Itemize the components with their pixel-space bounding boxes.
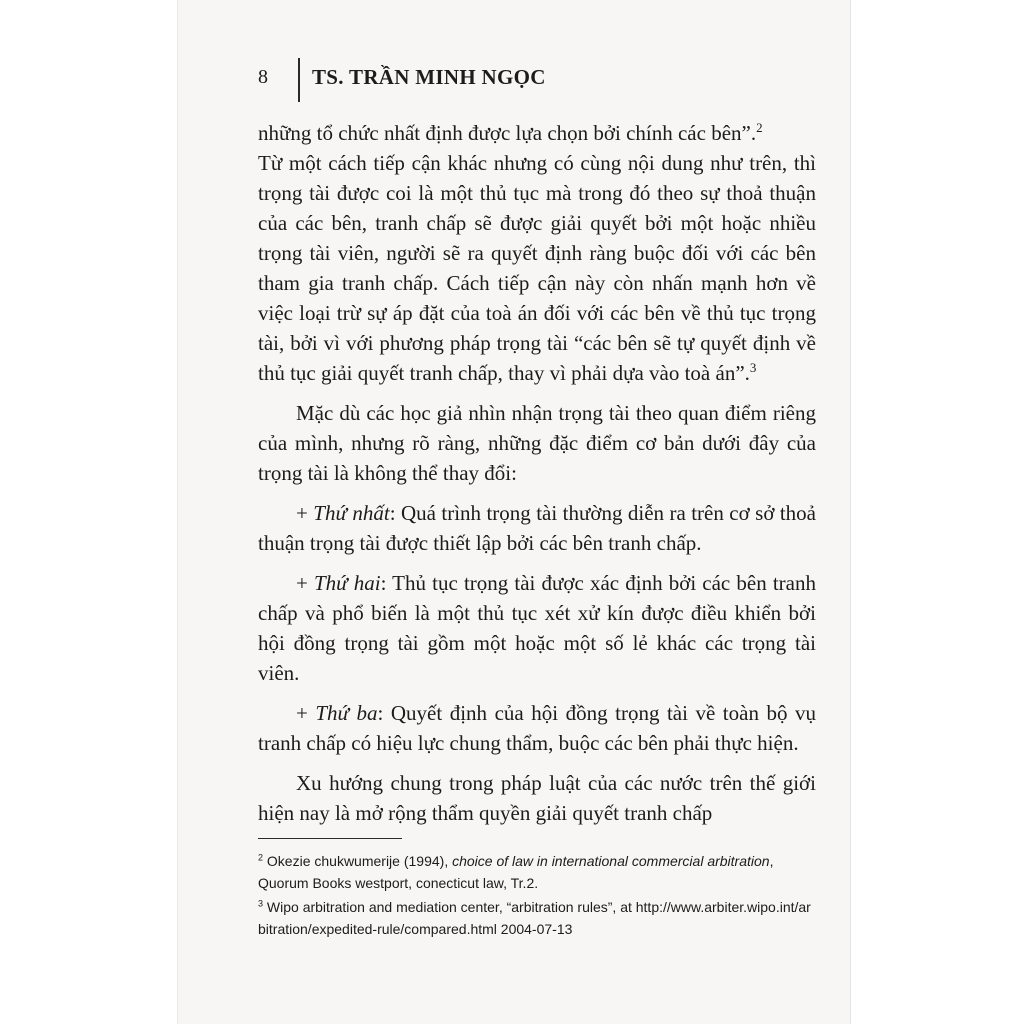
list-bullet: +: [296, 571, 314, 595]
running-header: [178, 58, 850, 104]
footnote-marker: 3: [258, 898, 264, 909]
list-item: [258, 568, 816, 688]
header-divider: [298, 58, 300, 102]
footnote-marker: 2: [258, 852, 264, 863]
list-item-text: : Thủ tục trọng tài được xác định bởi các bên tranh chấp và phổ biến là một thủ tục xét xử kín được điều khiển bởi hội đồng trọng tài gồm một hoặc một số lẻ khác các trọng tài viên.: [258, 571, 816, 685]
list-item-text: : Quyết định của hội đồng trọng tài về toàn bộ vụ tranh chấp có hiệu lực chung thẩm, buộc các bên phải thực hiện.: [258, 701, 817, 755]
paragraph-continuation: [258, 118, 816, 148]
list-item-label: Thứ nhất: [313, 501, 390, 525]
paragraph: [258, 398, 816, 488]
list-item-label: Thứ hai: [313, 571, 381, 595]
paragraph-text: những tổ chức nhất định được lựa chọn bởi chính các bên”.: [258, 121, 757, 145]
footnote-text: Okezie chukwumerije (1994),: [266, 853, 453, 869]
footnote-2: [258, 850, 818, 894]
footnote-text: Wipo arbitration and mediation center, “arbitration rules”, at http://www.arbiter.wipo.int/arbitration/expedited-rule/compared.html 2004-07-13: [258, 899, 811, 937]
footnotes: [258, 850, 818, 942]
footnote-ref: 3: [749, 360, 757, 375]
footnote-ref: 2: [756, 120, 763, 135]
footnote-divider: [258, 838, 402, 839]
paragraph-text: Mặc dù các học giả nhìn nhận trọng tài theo quan điểm riêng của mình, nhưng rõ ràng, những đặc điểm cơ bản dưới đây của trọng tài là không thể thay đổi:: [258, 401, 816, 485]
paragraph: [258, 148, 816, 388]
page-number: 8: [258, 66, 268, 88]
body-text: [258, 118, 816, 838]
footnote-text: , Quorum Books westport, conecticut law, Tr.2.: [258, 853, 774, 891]
paragraph-text: Từ một cách tiếp cận khác nhưng có cùng nội dung như trên, thì trọng tài được coi là một thủ tục mà trong đó theo sự thoả thuận của các bên, tranh chấp sẽ được giải quyết bởi một hoặc nhiều trọng tài viên, người sẽ ra quyết định ràng buộc đối với các bên tham gia tranh chấp. Cách tiếp cận này còn nhấn mạnh hơn về việc loại trừ sự áp đặt của toà án đối với các bên về thủ tục trọng tài, bởi vì với phương pháp trọng tài “các bên sẽ tự quyết định về thủ tục giải quyết tranh chấp, thay vì phải dựa vào toà án”.: [258, 151, 816, 385]
list-bullet: +: [296, 501, 314, 525]
paragraph: [258, 768, 816, 828]
list-item-label: Thứ ba: [315, 701, 378, 725]
footnote-title: choice of law in international commercial arbitration: [452, 853, 770, 869]
list-item: [258, 698, 816, 758]
book-page: [178, 0, 850, 1024]
footnote-3: [258, 896, 818, 940]
list-item: [258, 498, 816, 558]
paragraph-text: Xu hướng chung trong pháp luật của các nước trên thế giới hiện nay là mở rộng thẩm quyền giải quyết tranh chấp: [258, 771, 816, 825]
list-bullet: +: [296, 701, 316, 725]
list-item-text: : Quá trình trọng tài thường diễn ra trên cơ sở thoả thuận trọng tài được thiết lập bởi các bên tranh chấp.: [258, 501, 817, 555]
running-head-author: TS. TRẦN MINH NGỌC: [312, 65, 546, 89]
